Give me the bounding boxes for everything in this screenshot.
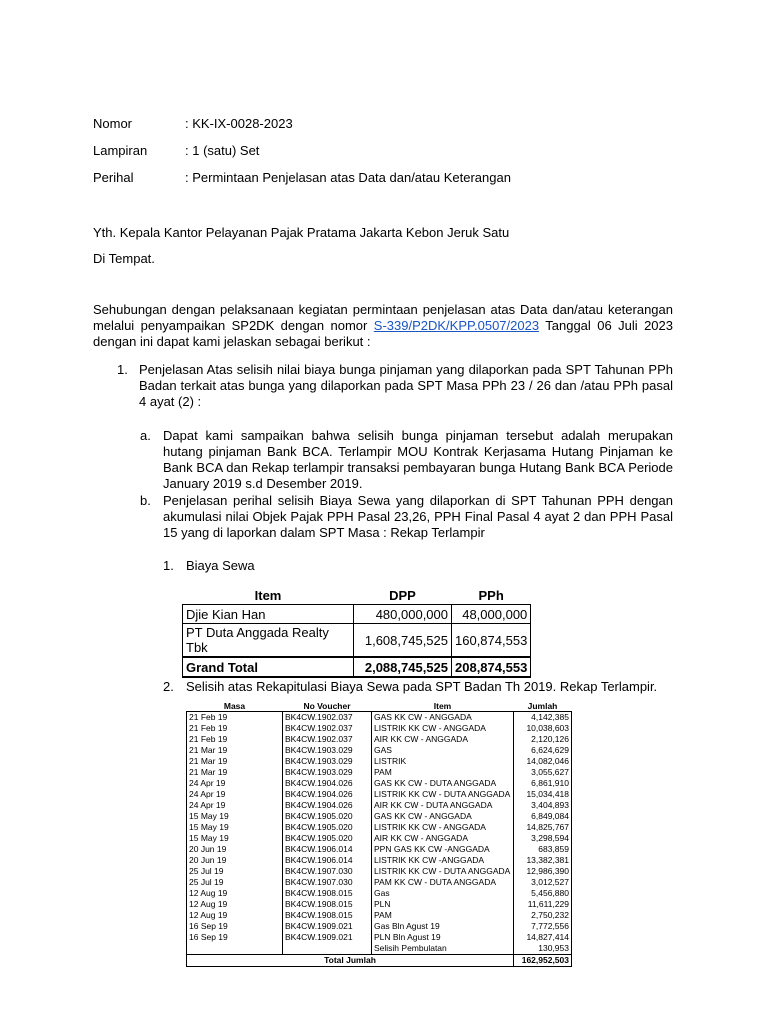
lampiran-label: Lampiran [93,143,148,158]
table-row [187,800,572,811]
table-body [187,712,572,955]
table-cell: 208,874,553 [452,657,531,677]
table-cell: BK4CW.1908.015 [283,899,372,910]
table-cell: 14,082,046 [514,756,572,767]
table-row [187,789,572,800]
table-cell: BK4CW.1905.020 [283,833,372,844]
total-value: 162,952,503 [514,955,572,967]
table-cell: LISTRIK KK CW - ANGGADA [372,822,514,833]
table-cell: BK4CW.1903.029 [283,767,372,778]
table-row [187,712,572,724]
table-cell: PAM [372,767,514,778]
table-cell: 16 Sep 19 [187,932,283,943]
table-cell: BK4CW.1902.037 [283,723,372,734]
table-row [187,877,572,888]
table-row [187,844,572,855]
table-cell: BK4CW.1907.030 [283,866,372,877]
table-cell: 48,000,000 [452,605,531,624]
grand-total-row [183,657,531,677]
perihal-value: : Permintaan Penjelasan atas Data dan/atau Keterangan [185,170,511,185]
table-cell: BK4CW.1906.014 [283,855,372,866]
table-cell: 13,382,381 [514,855,572,866]
table-cell [283,943,372,955]
table-cell: AIR KK CW - DUTA ANGGADA [372,800,514,811]
table-cell: PAM [372,910,514,921]
perihal-label: Perihal [93,170,134,185]
table-cell: 480,000,000 [354,605,452,624]
table-cell: Djie Kian Han [183,605,354,624]
table-cell: PLN [372,899,514,910]
table-cell: BK4CW.1906.014 [283,844,372,855]
table-cell: GAS KK CW - ANGGADA [372,811,514,822]
table-cell: LISTRIK KK CW - DUTA ANGGADA [372,789,514,800]
table-cell: 25 Jul 19 [187,877,283,888]
table-cell: BK4CW.1902.037 [283,734,372,745]
table-cell: 12 Aug 19 [187,888,283,899]
table-cell: PT Duta Anggada Realty Tbk [183,624,354,658]
nomor-value: : KK-IX-0028-2023 [185,116,293,131]
table-cell: BK4CW.1904.026 [283,800,372,811]
table-cell: BK4CW.1904.026 [283,789,372,800]
table-row [187,943,572,955]
table-header-row [183,586,531,605]
table-cell: Grand Total [183,657,354,677]
table-cell: 11,611,229 [514,899,572,910]
table-cell: 24 Apr 19 [187,778,283,789]
table-cell: Selisih Pembulatan [372,943,514,955]
table-cell: AIR KK CW - ANGGADA [372,833,514,844]
table-row [187,888,572,899]
table-cell: BK4CW.1905.020 [283,822,372,833]
lampiran-value: : 1 (satu) Set [185,143,260,158]
table-row [187,811,572,822]
rekap-biaya-sewa-table [186,700,572,967]
table-cell: 7,772,556 [514,921,572,932]
table-cell: Gas Bln Agust 19 [372,921,514,932]
table-cell: 3,012,527 [514,877,572,888]
table-row [183,605,531,624]
place-line: Di Tempat. [93,251,155,266]
table-cell: 21 Feb 19 [187,712,283,724]
intro-paragraph [93,302,673,350]
table-cell: 6,624,629 [514,745,572,756]
table-cell: Gas [372,888,514,899]
table-cell: BK4CW.1908.015 [283,910,372,921]
table-cell: 15 May 19 [187,811,283,822]
table-cell: 15 May 19 [187,833,283,844]
table-header-row [187,700,572,712]
table-cell: 24 Apr 19 [187,800,283,811]
recipient-line: Yth. Kepala Kantor Pelayanan Pajak Pratama Jakarta Kebon Jeruk Satu [93,225,510,240]
column-header: PPh [452,586,531,605]
column-header: Masa [187,700,283,712]
table-cell: 3,055,627 [514,767,572,778]
table-row [187,822,572,833]
table-cell: 21 Mar 19 [187,767,283,778]
table-row [187,756,572,767]
column-header: DPP [354,586,452,605]
intro-text-2: Tanggal 06 Juli 2023 dengan ini dapat kami jelaskan sebagai berikut : [93,318,673,349]
table-cell: 10,038,603 [514,723,572,734]
table-cell: 24 Apr 19 [187,789,283,800]
sub-2-text: Selisih atas Rekapitulasi Biaya Sewa pada SPT Badan Th 2019. Rekap Terlampir. [186,679,658,694]
table-cell: 130,953 [514,943,572,955]
table-cell: 6,849,084 [514,811,572,822]
table-row [187,745,572,756]
item-b-text: Penjelasan perihal selisih Biaya Sewa yang dilaporkan di SPT Tahunan PPH dengan akumulasi nilai Objek Pajak PPH Pasal 23,26, PPH Final Pasal 4 ayat 2 dan PPH Pasal 15 yang di laporkan dalam SPT Masa : Rekap Terlampir [163,493,673,540]
table-cell: LISTRIK KK CW -ANGGADA [372,855,514,866]
item-1-text: Penjelasan Atas selisih nilai biaya bunga pinjaman yang dilaporkan pada SPT Tahunan PPh Badan terkait atas bunga yang dilaporkan pada SPT Masa PPh 23 / 26 dan /atau PPh pasal 4 ayat (2) : [139,362,673,409]
item-a-text: Dapat kami sampaikan bahwa selisih bunga pinjaman tersebut adalah merupakan hutang pinjaman Bank BCA. Terlampir MOU Kontrak Kerjasama Hutang Pinjaman ke Bank BCA dan Rekap terlampir transaksi pembayaran bunga Hutang Bank BCA Periode January 2019 s.d Desember 2019. [163,428,673,491]
table-cell: BK4CW.1903.029 [283,745,372,756]
table-cell: 21 Feb 19 [187,734,283,745]
column-header: No Voucher [283,700,372,712]
item-1-number: 1. [117,362,128,377]
biaya-sewa-table [182,586,531,678]
table-cell: 15,034,418 [514,789,572,800]
nomor-label: Nomor [93,116,133,131]
table-cell: BK4CW.1903.029 [283,756,372,767]
table-cell: 6,861,910 [514,778,572,789]
column-header: Item [183,586,354,605]
table-row [187,899,572,910]
item-b-number: b. [140,493,151,508]
table-cell: 12 Aug 19 [187,899,283,910]
table-cell: PLN Bln Agust 19 [372,932,514,943]
table-cell: 14,825,767 [514,822,572,833]
table-cell: 12 Aug 19 [187,910,283,921]
table-cell: 4,142,385 [514,712,572,724]
table-row [187,734,572,745]
table-cell: 16 Sep 19 [187,921,283,932]
table-cell: 3,298,594 [514,833,572,844]
table-cell: BK4CW.1904.026 [283,778,372,789]
table-cell: 20 Jun 19 [187,844,283,855]
table-cell: 15 May 19 [187,822,283,833]
table-row [187,723,572,734]
item-a-number: a. [140,428,151,443]
table-cell: 2,088,745,525 [354,657,452,677]
table-cell: 21 Mar 19 [187,745,283,756]
table-cell: 12,986,390 [514,866,572,877]
table-cell: GAS KK CW - ANGGADA [372,712,514,724]
table-row [187,932,572,943]
table-cell: PPN GAS KK CW -ANGGADA [372,844,514,855]
table-cell: 14,827,414 [514,932,572,943]
sub-1-text: Biaya Sewa [186,558,255,573]
sub-1-number: 1. [163,558,174,573]
table-cell: 21 Feb 19 [187,723,283,734]
table-cell: 2,750,232 [514,910,572,921]
table-cell: BK4CW.1909.021 [283,921,372,932]
table-cell: BK4CW.1902.037 [283,712,372,724]
sub-2-number: 2. [163,679,174,694]
table-cell: 20 Jun 19 [187,855,283,866]
table-cell: BK4CW.1905.020 [283,811,372,822]
table-cell: LISTRIK [372,756,514,767]
table-cell: 1,608,745,525 [354,624,452,658]
column-header: Item [372,700,514,712]
table-cell: LISTRIK KK CW - ANGGADA [372,723,514,734]
table-cell: 25 Jul 19 [187,866,283,877]
table-cell: 160,874,553 [452,624,531,658]
intro-text-1: Sehubungan dengan pelaksanaan kegiatan permintaan penjelasan atas Data dan/atau keterangan melalui penyampaikan SP2DK dengan nomor [93,302,673,333]
table-cell: BK4CW.1908.015 [283,888,372,899]
sp2dk-link[interactable]: S-339/P2DK/KPP.0507/2023 [373,318,540,333]
table-cell: PAM KK CW - DUTA ANGGADA [372,877,514,888]
table-cell: BK4CW.1909.021 [283,932,372,943]
table-cell: GAS KK CW - DUTA ANGGADA [372,778,514,789]
table-cell: LISTRIK KK CW - DUTA ANGGADA [372,866,514,877]
table-row [187,910,572,921]
table-row [187,778,572,789]
table-cell: BK4CW.1907.030 [283,877,372,888]
table-cell: 5,456,880 [514,888,572,899]
table-row [183,624,531,658]
total-row [187,955,572,967]
table-cell: 3,404,893 [514,800,572,811]
total-label: Total Jumlah [187,955,514,967]
table-row [187,866,572,877]
table-row [187,855,572,866]
table-cell: AIR KK CW - ANGGADA [372,734,514,745]
table-cell: 21 Mar 19 [187,756,283,767]
table-cell: 2,120,126 [514,734,572,745]
table-row [187,921,572,932]
table-row [187,767,572,778]
table-cell [187,943,283,955]
table-row [187,833,572,844]
table-cell: 683,859 [514,844,572,855]
column-header: Jumlah [514,700,572,712]
table-cell: GAS [372,745,514,756]
